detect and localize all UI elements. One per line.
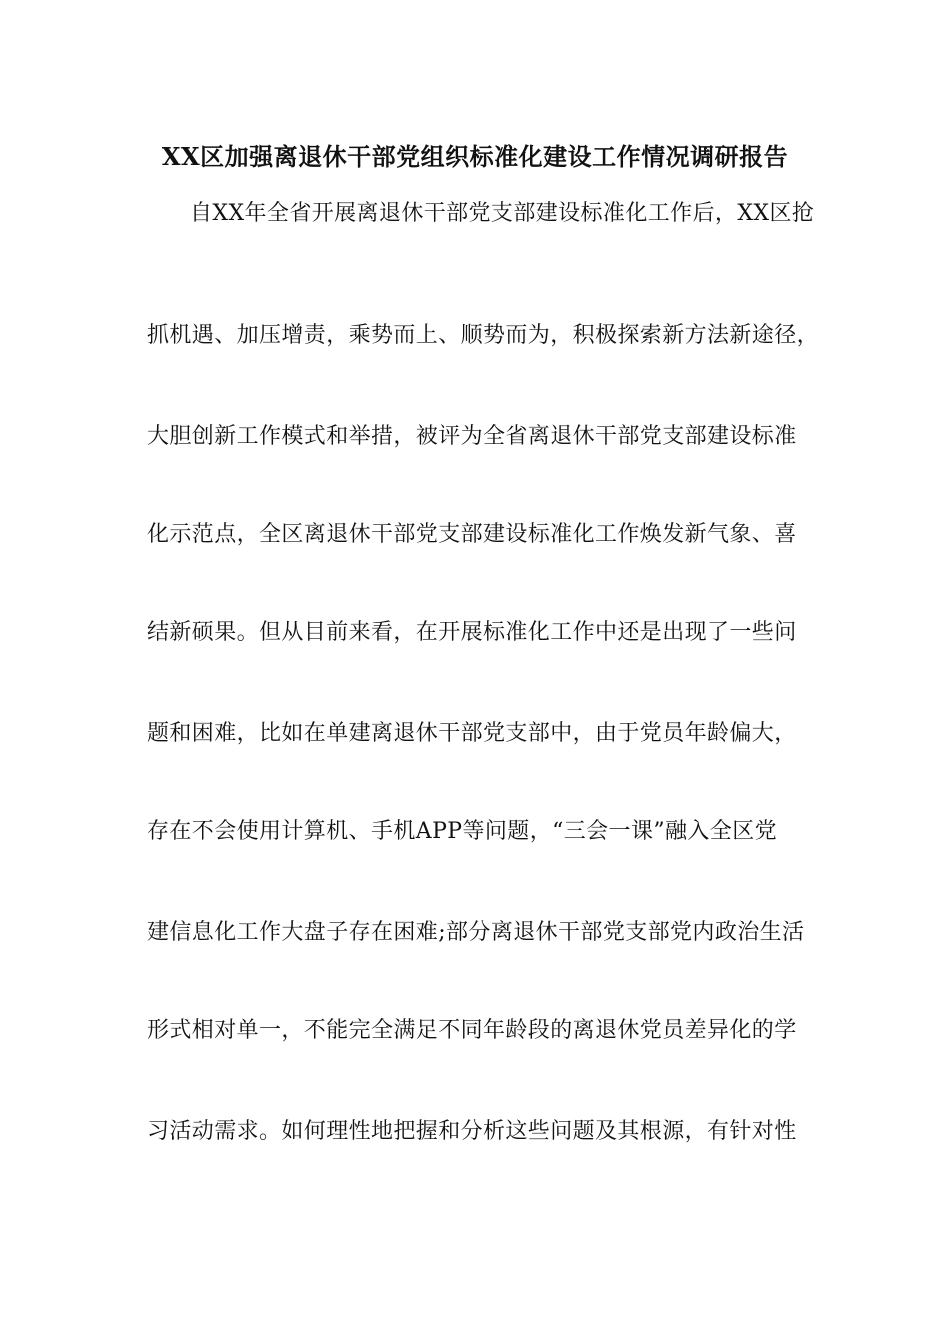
paragraph-line-9: 形式相对单一，不能完全满足不同年龄段的离退休党员差异化的学 — [147, 1018, 797, 1043]
paragraph-line-7: 存在不会使用计算机、手机APP等问题，“三会一课”融入全区党 — [147, 819, 777, 844]
paragraph-line-1: 自XX年全省开展离退休干部党支部建设标准化工作后，XX区抢 — [190, 201, 815, 226]
paragraph-line-8: 建信息化工作大盘子存在困难;部分离退休干部党支部党内政治生活 — [147, 920, 805, 945]
paragraph-line-4: 化示范点，全区离退休干部党支部建设标准化工作焕发新气象、喜 — [147, 522, 797, 547]
paragraph-line-3: 大胆创新工作模式和举措，被评为全省离退休干部党支部建设标准 — [147, 424, 797, 449]
document-title: XX区加强离退休干部党组织标准化建设工作情况调研报告 — [161, 142, 789, 171]
paragraph-line-6: 题和困难，比如在单建离退休干部党支部中，由于党员年龄偏大， — [147, 721, 797, 746]
paragraph-line-10: 习活动需求。如何理性地把握和分析这些问题及其根源，有针对性 — [147, 1119, 797, 1144]
paragraph-line-2: 抓机遇、加压增责，乘势而上、顺势而为，积极探索新方法新途径， — [147, 323, 820, 348]
paragraph-line-5: 结新硕果。但从目前来看，在开展标准化工作中还是出现了一些问 — [147, 620, 797, 645]
